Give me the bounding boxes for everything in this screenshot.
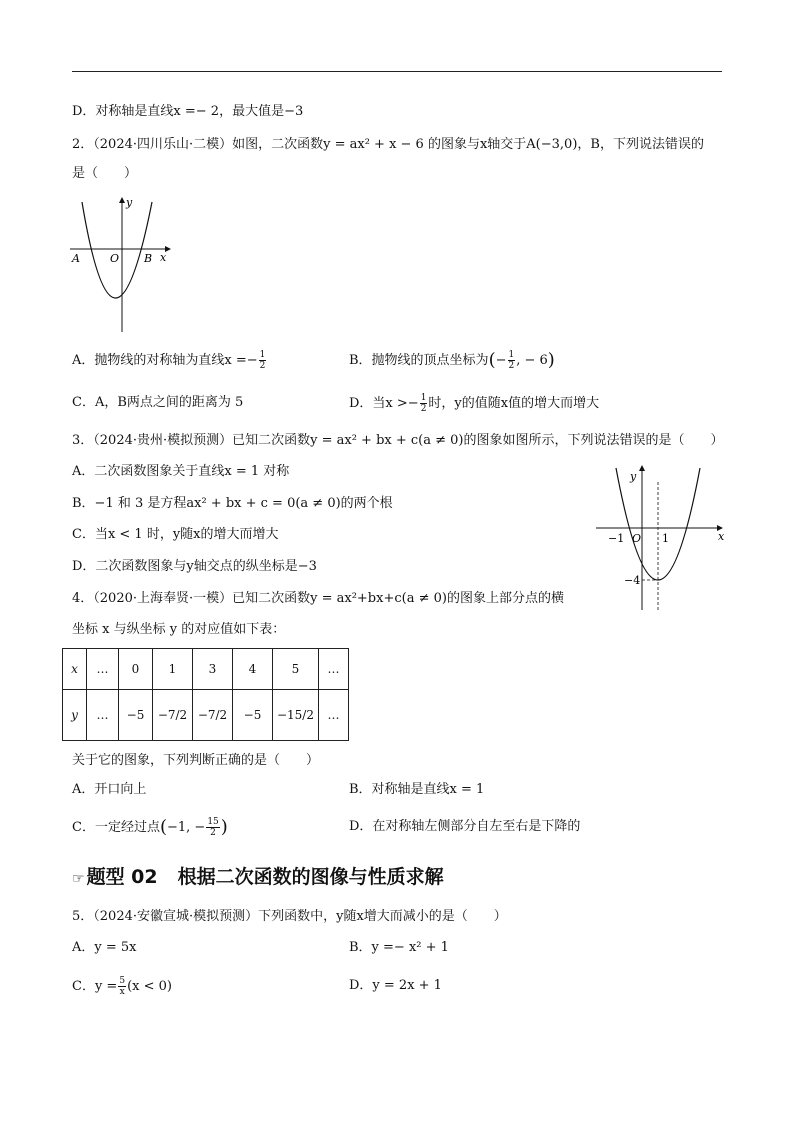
q3-x-label: x xyxy=(718,530,725,543)
q4-question: 关于它的图象，下列判断正确的是（ ） xyxy=(72,753,320,768)
table-row-y xyxy=(63,690,349,741)
q4-option-c: C．一定经过点(−1, − $\frac{15}{2}$ ) xyxy=(72,816,228,838)
q2-stem-line2: 是（ ） xyxy=(72,166,138,181)
table-cell: −5 xyxy=(233,690,273,741)
table-header-y: y xyxy=(63,690,87,741)
q3-label-o: O xyxy=(632,532,642,545)
table-header-x: x xyxy=(63,649,87,690)
q3-y-label: y xyxy=(630,470,637,483)
q2-stem-line1: 2．（2024·四川乐山·二模）如图，二次函数y = ax² + x − 6 的图象与x轴交于A(−3,0)，B，下列说法错误的 xyxy=(72,137,704,152)
q3-parabola-figure xyxy=(594,460,730,612)
table-cell: 0 xyxy=(119,649,153,690)
q3-label-neg1: −1 xyxy=(608,532,625,545)
q2-label-o: O xyxy=(110,252,120,265)
table-cell: 1 xyxy=(153,649,193,690)
q3-label-1: 1 xyxy=(662,532,669,545)
q4-stem-line1: 4．（2020·上海奉贤·一模）已知二次函数y = ax²+bx+c(a ≠ 0)的图象上部分点的横 xyxy=(72,591,564,606)
q4-option-b: B．对称轴是直线x = 1 xyxy=(349,782,485,797)
q2-parabola-curve xyxy=(82,202,152,298)
q3-option-d: D．二次函数图象与y轴交点的纵坐标是−3 xyxy=(72,559,317,574)
q5-option-a: A．y = 5x xyxy=(72,940,137,955)
q4-option-d: D．在对称轴左侧部分自左至右是下降的 xyxy=(349,819,581,834)
q2-x-label: x xyxy=(160,251,167,264)
q3-option-b: B．−1 和 3 是方程ax² + bx + c = 0(a ≠ 0)的两个根 xyxy=(72,496,393,511)
q3-label-neg4: −4 xyxy=(624,574,641,587)
table-cell: −15/2 xyxy=(273,690,319,741)
q2-y-label: y xyxy=(126,196,133,209)
q2-option-b: B．抛物线的顶点坐标为(− $\frac{1}{2}$ , − 6) xyxy=(349,349,555,371)
section-subtitle: 根据二次函数的图像与性质求解 xyxy=(177,866,444,888)
q4-stem-line2: 坐标 x 与纵坐标 y 的对应值如下表： xyxy=(72,622,286,637)
table-cell: −5 xyxy=(119,690,153,741)
table-cell: … xyxy=(319,690,349,741)
table-cell: 3 xyxy=(193,649,233,690)
table-cell: … xyxy=(87,690,119,741)
q2-label-a: A xyxy=(72,252,80,265)
q2-option-c: C．A，B两点之间的距离为 5 xyxy=(72,395,244,410)
q4-value-table xyxy=(62,648,349,741)
q4-option-a: A．开口向上 xyxy=(72,782,147,797)
table-cell: −7/2 xyxy=(193,690,233,741)
q3-stem: 3．（2024·贵州·模拟预测）已知二次函数y = ax² + bx + c(a ≠ 0)的图象如图所示，下列说法错误的是（ ） xyxy=(72,433,724,448)
table-cell: … xyxy=(319,649,349,690)
table-cell: 4 xyxy=(233,649,273,690)
q3-option-c: C．当x < 1 时，y随x的增大而增大 xyxy=(72,527,279,542)
header-rule xyxy=(72,71,722,72)
q5-stem: 5．（2024·安徽宣城·模拟预测）下列函数中，y随x增大而减小的是（ ） xyxy=(72,909,507,924)
pointing-hand-icon: ☞ xyxy=(72,871,85,887)
section-title: 题型 02 xyxy=(86,866,158,888)
q3-option-a: A．二次函数图象关于直线x = 1 对称 xyxy=(72,464,290,479)
q2-parabola-figure xyxy=(66,194,176,334)
q5-option-d: D．y = 2x + 1 xyxy=(349,978,442,993)
q5-option-b: B．y =− x² + 1 xyxy=(349,940,449,955)
table-row-x xyxy=(63,649,349,690)
q2-option-d: D．当x >− $\frac{1}{2}$ 时，y的值随x值的增大而增大 xyxy=(349,393,600,414)
table-cell: … xyxy=(87,649,119,690)
q2-option-a: A．抛物线的对称轴为直线x =− $\frac{1}{2}$ xyxy=(72,350,266,371)
section-heading xyxy=(72,862,444,889)
q2-label-b: B xyxy=(144,252,153,265)
table-cell: 5 xyxy=(273,649,319,690)
q1-option-d: D．对称轴是直线x =− 2，最大值是−3 xyxy=(72,104,304,119)
table-cell: −7/2 xyxy=(153,690,193,741)
q5-option-c: C．y = $\frac{5}{x}$ (x < 0) xyxy=(72,976,172,997)
